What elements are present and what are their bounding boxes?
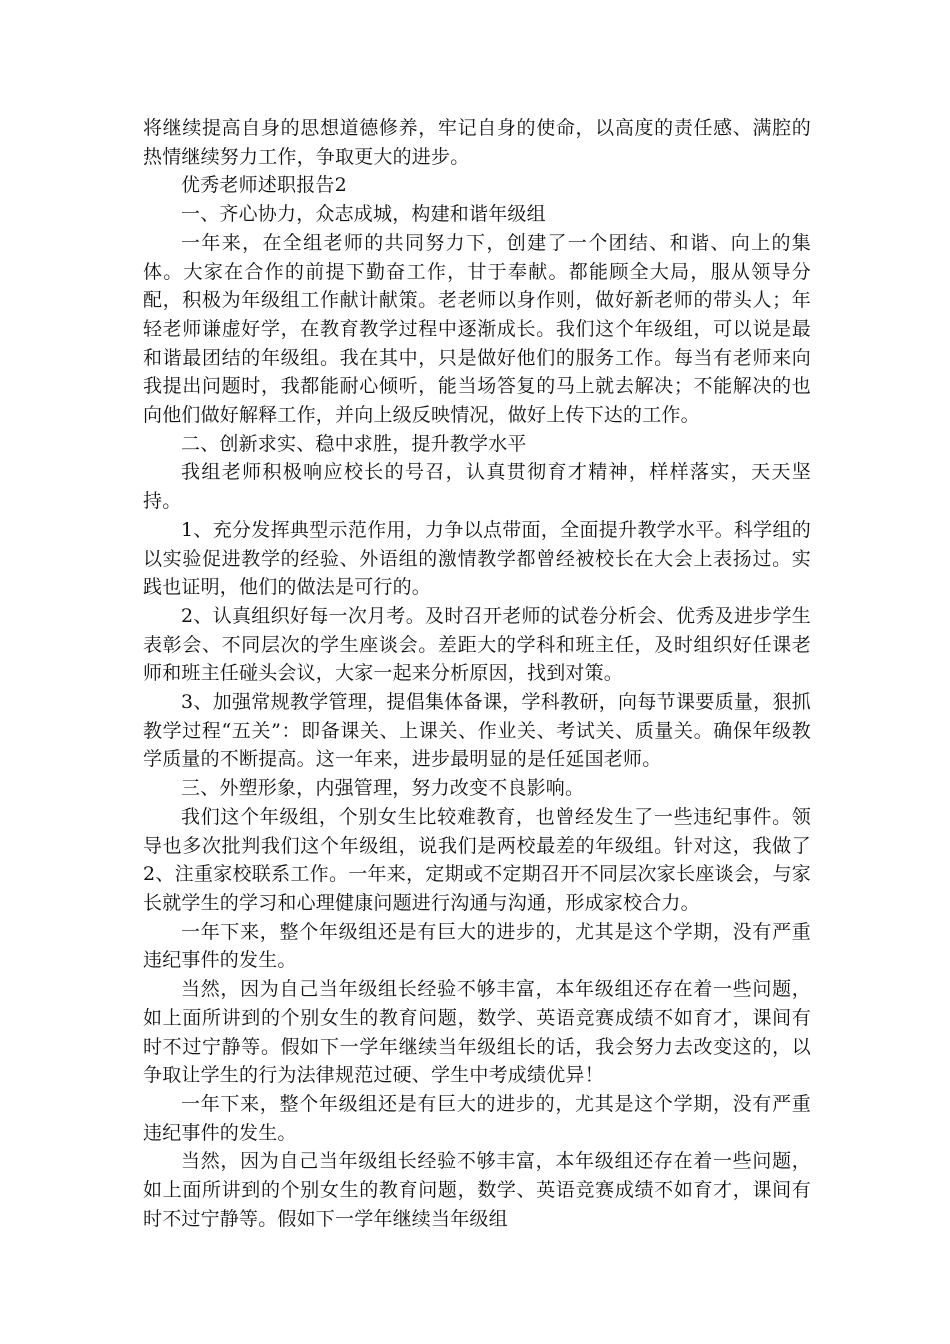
- section-heading-3: 三、外塑形象，内强管理，努力改变不良影响。: [181, 777, 585, 800]
- paragraph-teamwork: 一年来，在全组老师的共同努力下，创建了一个团结、和谐、向上的集体。大家在合作的前提下勤奋工作，甘于奉献。都能顾全大局，服从领导分配，积极为年级组工作献计献策。老老师以身作则，做好新老师的带头人；年轻老师谦虚好学，在教育教学过程中逐渐成长。我们这个年级组，可以说是最和谐最团结的年级组。我在其中，只是做好他们的服务工作。每当有老师来向我提出问题时，我都能耐心倾听，能当场答复的马上就去解决；不能解决的也向他们做好解释工作，并向上级反映情况，做好上传下达的工作。: [143, 231, 811, 427]
- section-heading-2: 二、创新求实、稳中求胜，提升教学水平: [181, 432, 527, 455]
- paragraph-problems-repeat: 当然，因为自己当年级组长经验不够丰富，本年级组还存在着一些问题，如上面所讲到的个别女生的教育问题，数学、英语竞赛成绩不如育才，课间有时不过宁静等。假如下一学年继续当年级组: [143, 1150, 811, 1230]
- document-page: [143, 114, 811, 1233]
- paragraph-item-2: 2、认真组织好每一次月考。及时召开老师的试卷分析会、优秀及进步学生表彰会、不同层次的学生座谈会。差距大的学科和班主任，及时组织好任课老师和班主任碰头会议，大家一起来分析原因，找到对策。: [143, 604, 811, 685]
- paragraph-item-1: 1、充分发挥典型示范作用，力争以点带面，全面提升教学水平。科学组的以实验促进教学的经验、外语组的激情教学都曾经被校长在大会上表扬过。实践也证明，他们的做法是可行的。: [143, 518, 811, 599]
- paragraph-discipline: 我们这个年级组，个别女生比较难教育，也曾经发生了一些违纪事件。领导也多次批判我们这个年级组，说我们是两校最差的年级组。针对这，我做了2、注重家校联系工作。一年来，定期或不定期召开不同层次家长座谈会，与家长就学生的学习和心理健康问题进行沟通与沟通，形成家校合力。: [143, 805, 811, 914]
- paragraph-continuation: 将继续提高自身的思想道德修养，牢记自身的使命，以高度的责任感、满腔的热情继续努力工作，争取更大的进步。: [143, 117, 811, 168]
- report-title: 优秀老师述职报告2: [181, 174, 347, 197]
- paragraph-progress-repeat: 一年下来，整个年级组还是有巨大的进步的，尤其是这个学期，没有严重违纪事件的发生。: [143, 1092, 811, 1144]
- paragraph-item-3: 3、加强常规教学管理，提倡集体备课，学科教研，向每节课要质量，狠抓教学过程“五关”：即备课关、上课关、作业关、考试关、质量关。确保年级教学质量的不断提高。这一年来，进步最明显的是任延国老师。: [143, 691, 811, 771]
- paragraph-problems: 当然，因为自己当年级组长经验不够丰富，本年级组还存在着一些问题，如上面所讲到的个别女生的教育问题，数学、英语竞赛成绩不如育才，课间有时不过宁静等。假如下一学年继续当年级组长的话，我会努力去改变这的，以争取让学生的行为法律规范过硬、学生中考成绩优异！: [143, 978, 811, 1087]
- paragraph-response: 我组老师积极响应校长的号召，认真贯彻育才精神，样样落实，天天坚持。: [143, 461, 811, 513]
- paragraph-progress: 一年下来，整个年级组还是有巨大的进步的，尤其是这个学期，没有严重违纪事件的发生。: [143, 920, 811, 972]
- section-heading-1: 一、齐心协力，众志成城，构建和谐年级组: [181, 203, 546, 226]
